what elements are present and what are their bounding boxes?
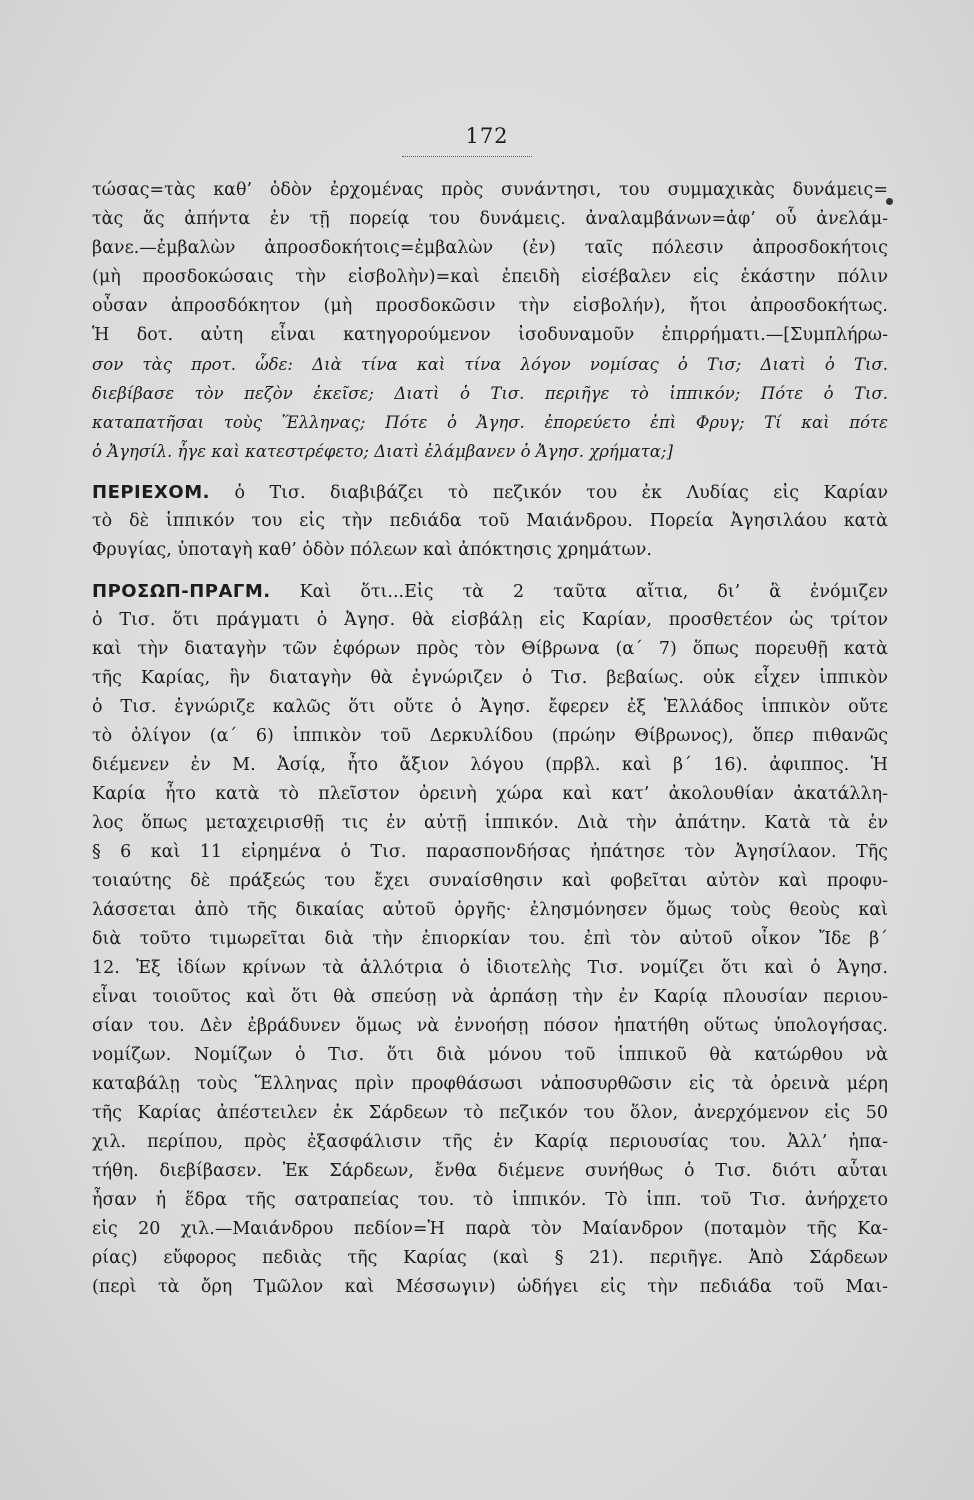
text-line: ΠΡΟΣΩΠ-ΠΡΑΓΜ. Καὶ ὅτι...Εἰς τὰ 2 ταῦτα αἴτια, δι’ ἃ ἐνόμιζεν (92, 581, 888, 602)
text-line: διεβίβασε τὸν πεζὸν ἐκεῖσε; Διατὶ ὁ Τισ. περιῆγε τὸ ἱππικόν; Πότε ὁ Τισ. (92, 384, 888, 403)
text-line: ὁ Τισ. ὅτι πράγματι ὁ Ἀγησ. θὰ εἰσβάλῃ εἰς Καρίαν, προσθετέον ὡς τρίτον (92, 610, 888, 630)
page-number: 172 (465, 124, 509, 148)
text-line: ὁ Τισ. ἐγνώριζε καλῶς ὅτι οὔτε ὁ Ἀγησ. ἔφερεν ἐξ Ἑλλάδος ἱππικὸν οὔτε (92, 697, 888, 717)
text-line: τοιαύτης δὲ πράξεώς του ἔχει συναίσθησιν καὶ φοβεῖται αὐτὸν καὶ προφυ- (92, 871, 888, 891)
section-heading-prosop: ΠΡΟΣΩΠ-ΠΡΑΓΜ. (92, 581, 271, 602)
text-line: εἶναι τοιοῦτος καὶ ὅτι θὰ σπεύσῃ νὰ ἁρπάσῃ τὴν ἐν Καρίᾳ πλουσίαν περιου- (92, 987, 888, 1007)
text-line: § 6 καὶ 11 εἰρημένα ὁ Τισ. παρασπονδήσας ἠπάτησε τὸν Ἀγησίλαον. Τῆς (92, 842, 888, 862)
text-line: τὸ δὲ ἱππικόν του εἰς τὴν πεδιάδα τοῦ Μαιάνδρου. Πορεία Ἀγησιλάου κατὰ (92, 511, 888, 531)
text-line: Ἡ δοτ. αὐτη εἶναι κατηγορούμενον ἰσοδυναμοῦν ἐπιρρήματι.—[Συμπλήρω- (92, 325, 888, 345)
header-rule (402, 156, 532, 157)
periexom-section (92, 478, 888, 565)
text-line: καταβάλῃ τοὺς Ἕλληνας πρὶν προφθάσωσι νἀποσυρθῶσιν εἰς τὰ ὀρεινὰ μέρη (92, 1074, 888, 1094)
text-line: Φρυγίας, ὑποταγὴ καθ’ ὁδὸν πόλεων καὶ ἀπόκτησις χρημάτων. (92, 540, 652, 560)
text-line: (περὶ τὰ ὄρη Τμῶλον καὶ Μέσσωγιν) ὡδήγει εἰς τὴν πεδιάδα τοῦ Μαι- (92, 1277, 888, 1297)
text-line: διὰ τοῦτο τιμωρεῖται διὰ τὴν ἐπιορκίαν του. ἐπὶ τὸν αὐτοῦ οἶκον Ἴδε β´ (92, 929, 888, 949)
commentary-paragraph (92, 176, 888, 466)
page-body (92, 176, 888, 1306)
text-line: 12. Ἐξ ἰδίων κρίνων τὰ ἀλλότρια ὁ ἰδιοτελὴς Τισ. νομίζει ὅτι καὶ ὁ Ἀγησ. (92, 958, 888, 978)
text-line: (μὴ προσδοκώσαις τὴν εἰσβολὴν)=καὶ ἐπειδὴ εἰσέβαλεν εἰς ἑκάστην πόλιν (92, 267, 888, 287)
text-line: οὖσαν ἀπροσδόκητον (μὴ προσδοκῶσιν τὴν εἰσβολήν), ἤτοι ἀπροσδοκήτως. (92, 296, 888, 316)
text-line: τῆς Καρίας, ἣν διαταγὴν θὰ ἐγνώριζεν ὁ Τισ. βεβαίως. οὐκ εἶχεν ἱππικὸν (92, 668, 888, 688)
section-heading-periexom: ΠΕΡΙΕΧΟΜ. (92, 482, 210, 503)
text-line: ὁ Ἀγησίλ. ἦγε καὶ κατεστρέφετο; Διατὶ ἐλάμβανεν ὁ Ἀγησ. χρήματα;] (92, 442, 673, 461)
text-line: τὰς ἅς ἀπήντα ἐν τῇ πορείᾳ του δυνάμεις. ἀναλαμβάνων=ἀφ’ οὗ ἀνελάμ- (92, 209, 888, 229)
text-line: ρίας) εὔφορος πεδιὰς τῆς Καρίας (καὶ § 21). περιῆγε. Ἀπὸ Σάρδεων (92, 1248, 888, 1268)
text-line: τώσας=τὰς καθ’ ὁδὸν ἐρχομένας πρὸς συνάντησι, του συμμαχικὰς δυνάμεις= (92, 180, 888, 200)
text-line: ΠΕΡΙΕΧΟΜ. ὁ Τισ. διαβιβάζει τὸ πεζικόν του ἐκ Λυδίας εἰς Καρίαν (92, 482, 888, 503)
text-line: νομίζων. Νομίζων ὁ Τισ. ὅτι διὰ μόνου τοῦ ἱππικοῦ θὰ κατώρθου νὰ (92, 1045, 888, 1065)
text-line: τήθη. διεβίβασεν. Ἐκ Σάρδεων, ἔνθα διέμενε συνήθως ὁ Τισ. διότι αὗται (92, 1161, 888, 1181)
text-line: λος ὅπως μεταχειρισθῇ τις ἐν αὐτῇ ἱππικόν. Διὰ τὴν ἀπάτην. Κατὰ τὰ ἐν (92, 813, 888, 833)
text-line: καταπατῆσαι τοὺς Ἕλληνας; Πότε ὁ Ἀγησ. ἐπορεύετο ἐπὶ Φρυγ; Τί καὶ πότε (92, 413, 888, 432)
text-line: σον τὰς προτ. ὧδε: Διὰ τίνα καὶ τίνα λόγον νομίσας ὁ Τισ; Διατὶ ὁ Τισ. (92, 355, 888, 374)
text-line: σίαν του. Δὲν ἐβράδυνεν ὅμως νὰ ἐννοήσῃ πόσον ἠπατήθη οὕτως ὑπολογήσας. (92, 1016, 888, 1036)
text-line: τῆς Καρίας ἀπέστειλεν ἐκ Σάρδεων τὸ πεζικόν του ὅλον, ἀνερχόμενον εἰς 50 (92, 1103, 888, 1123)
text-line: Καρία ἦτο κατὰ τὸ πλεῖστον ὀρεινὴ χώρα καὶ κατ’ ἀκολουθίαν ἀκατάλλη- (92, 784, 888, 804)
text-line: ἦσαν ἡ ἕδρα τῆς σατραπείας του. τὸ ἱππικόν. Τὸ ἱππ. τοῦ Τισ. ἀνήρχετο (92, 1190, 888, 1210)
text-line: χιλ. περίπου, πρὸς ἐξασφάλισιν τῆς ἐν Καρίᾳ περιουσίας του. Ἀλλ’ ἠπα- (92, 1132, 888, 1152)
text-line: τὸ ὀλίγον (α´ 6) ἱππικὸν τοῦ Δερκυλίδου (πρώην Θίβρωνος), ὅπερ πιθανῶς (92, 726, 888, 746)
prosop-section (92, 577, 888, 1302)
text-line: διέμενεν ἐν Μ. Ἀσίᾳ, ἦτο ἄξιον λόγου (πρβλ. καὶ β´ 16). ἀφιππος. Ἡ (92, 755, 888, 775)
text-line: βανε.—ἐμβαλὼν ἀπροσδοκήτοις=ἐμβαλὼν (ἐν) ταῖς πόλεσιν ἀπροσδοκήτοις (92, 238, 888, 258)
text-line: εἰς 20 χιλ.—Μαιάνδρου πεδίον=Ἡ παρὰ τὸν Μαίανδρον (ποταμὸν τῆς Κα- (92, 1219, 888, 1239)
text-line: καὶ τὴν διαταγὴν τῶν ἐφόρων πρὸς τὸν Θίβρωνα (α´ 7) ὅπως πορευθῇ κατὰ (92, 639, 888, 659)
text-line: λάσσεται ἀπὸ τῆς δικαίας αὐτοῦ ὀργῆς· ἐλησμόνησεν ὅμως τοὺς θεοὺς καὶ (92, 900, 888, 920)
